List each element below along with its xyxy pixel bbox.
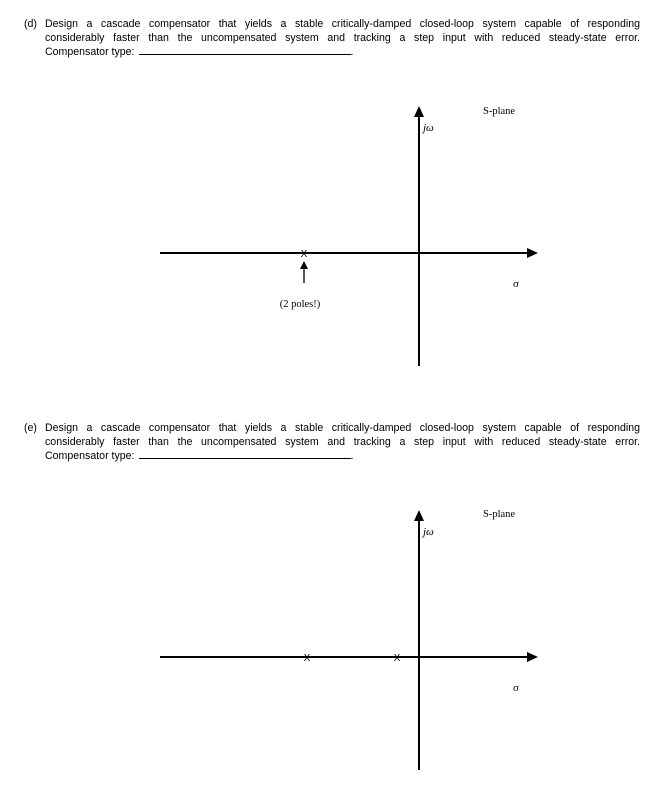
pole-marker-e-2: X (393, 653, 401, 664)
imag-axis-label-d: jω (423, 122, 434, 134)
imag-axis-arrow-e (414, 510, 424, 521)
question-e-label: (e) (24, 422, 37, 434)
real-axis-label-d: σ (513, 278, 519, 290)
question-e-line2: considerably faster than the uncompensated system and tracking a step input with reduced steady-state error. (45, 436, 640, 448)
pole-pointer-arrowhead-d (300, 261, 308, 269)
question-d-line1: Design a cascade compensator that yields a stable critically-damped closed-loop system capable of responding (45, 18, 640, 30)
imag-axis-label-e: jω (423, 526, 434, 538)
question-d-line2: considerably faster than the uncompensated system and tracking a step input with reduced steady-state error. (45, 32, 640, 44)
pole-marker-d: X (300, 249, 308, 260)
question-d-label: (d) (24, 18, 37, 30)
compensator-type-d-end: . (350, 46, 354, 58)
real-axis-label-e: σ (513, 682, 519, 694)
compensator-type-e-label: Compensator type: (45, 450, 135, 462)
pole-marker-e-1: X (303, 653, 311, 664)
plane-title-e: S-plane (483, 509, 516, 520)
imag-axis-arrow-d (414, 106, 424, 117)
real-axis-arrow-d (527, 248, 538, 258)
pole-annotation-d: (2 poles!) (279, 299, 321, 310)
s-plane-d (0, 0, 660, 400)
compensator-type-d-label: Compensator type: (45, 46, 135, 58)
plane-title-d: S-plane (483, 106, 516, 117)
s-plane-e (0, 400, 660, 803)
question-e-line1: Design a cascade compensator that yields a stable critically-damped closed-loop system capable of responding (45, 422, 640, 434)
compensator-type-e-end: . (350, 450, 354, 462)
real-axis-arrow-e (527, 652, 538, 662)
